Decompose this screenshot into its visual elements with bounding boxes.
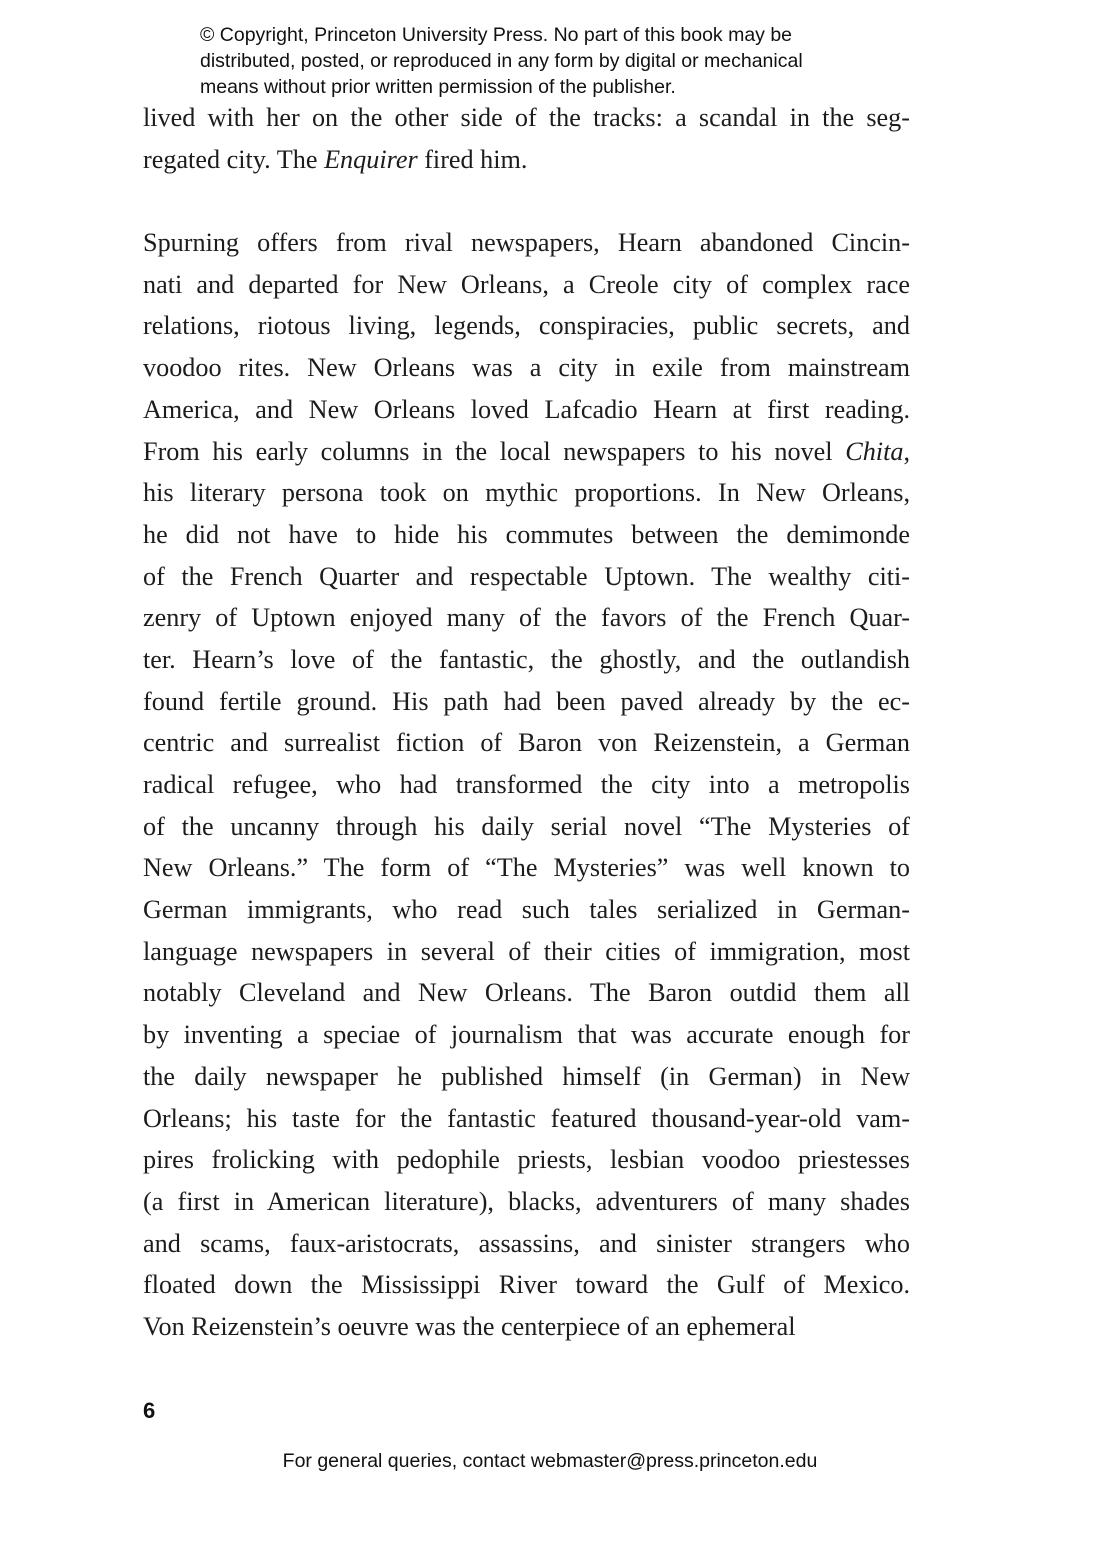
text-line: (a first in American literature), blacks, adventurers of many shades bbox=[143, 1186, 910, 1216]
text-line: Orleans; his taste for the fantastic featured thousand-year-old vam- bbox=[143, 1103, 910, 1133]
text-line: lived with her on the other side of the tracks: a scandal in the seg- bbox=[143, 103, 910, 132]
text-line: America, and New Orleans loved Lafcadio Hearn at first reading. bbox=[143, 394, 910, 424]
text-line: centric and surrealist fiction of Baron von Reizenstein, a German bbox=[143, 728, 910, 758]
text-line: New Orleans.” The form of “The Mysteries” was well known to bbox=[143, 853, 910, 883]
copyright-line: means without prior written permission of the publisher. bbox=[200, 76, 676, 98]
copyright-notice bbox=[200, 22, 920, 100]
paragraph-1 bbox=[143, 97, 910, 180]
text-line: floated down the Mississippi River toward the Gulf of Mexico. bbox=[143, 1270, 910, 1300]
text-line: he did not have to hide his commutes between the demimonde bbox=[143, 519, 910, 549]
text-line: language newspapers in several of their cities of immigration, most bbox=[143, 936, 910, 966]
paragraph-2 bbox=[143, 222, 910, 1348]
text-line: of the uncanny through his daily serial novel “The Mysteries of bbox=[143, 811, 910, 841]
text-line: pires frolicking with pedophile priests, lesbian voodoo priestesses bbox=[143, 1145, 910, 1175]
text-line: voodoo rites. New Orleans was a city in exile from mainstream bbox=[143, 353, 910, 383]
text-line: of the French Quarter and respectable Uptown. The wealthy citi- bbox=[143, 561, 910, 591]
text-line: notably Cleveland and New Orleans. The Baron outdid them all bbox=[143, 978, 910, 1008]
text-line: Von Reizenstein’s oeuvre was the centerpiece of an ephemeral bbox=[143, 1311, 796, 1341]
text-line: German immigrants, who read such tales serialized in German- bbox=[143, 895, 910, 925]
italic-title: Chita bbox=[845, 436, 904, 466]
text-line: by inventing a speciae of journalism that was accurate enough for bbox=[143, 1020, 910, 1050]
italic-title: Enquirer bbox=[324, 144, 418, 174]
text-line: From his early columns in the local newspapers to his novel Chita, bbox=[143, 436, 910, 466]
body-text bbox=[143, 97, 910, 1348]
text-line: the daily newspaper he published himself (in German) in New bbox=[143, 1061, 910, 1091]
text-line: zenry of Uptown enjoyed many of the favors of the French Quar- bbox=[143, 603, 910, 633]
text-line: regated city. The Enquirer fired him. bbox=[143, 144, 528, 174]
text-line: found fertile ground. His path had been paved already by the ec- bbox=[143, 686, 910, 716]
text-line: radical refugee, who had transformed the city into a metropolis bbox=[143, 770, 910, 799]
text-line: his literary persona took on mythic proportions. In New Orleans, bbox=[143, 478, 910, 508]
paragraph-gap bbox=[143, 180, 910, 222]
text-line: relations, riotous living, legends, conspiracies, public secrets, and bbox=[143, 311, 910, 341]
page-number: 6 bbox=[143, 1398, 156, 1423]
text-line: and scams, faux-aristocrats, assassins, and sinister strangers who bbox=[143, 1228, 910, 1258]
footer-contact: For general queries, contact webmaster@press.princeton.edu bbox=[282, 1450, 818, 1472]
copyright-line: distributed, posted, or reproduced in any form by digital or mechanical bbox=[200, 50, 803, 72]
text-line: nati and departed for New Orleans, a Creole city of complex race bbox=[143, 269, 910, 299]
copyright-line: © Copyright, Princeton University Press. No part of this book may be bbox=[200, 24, 793, 46]
text-line: ter. Hearn’s love of the fantastic, the ghostly, and the outlandish bbox=[143, 644, 910, 674]
text-line: Spurning offers from rival newspapers, Hearn abandoned Cincin- bbox=[143, 228, 910, 258]
